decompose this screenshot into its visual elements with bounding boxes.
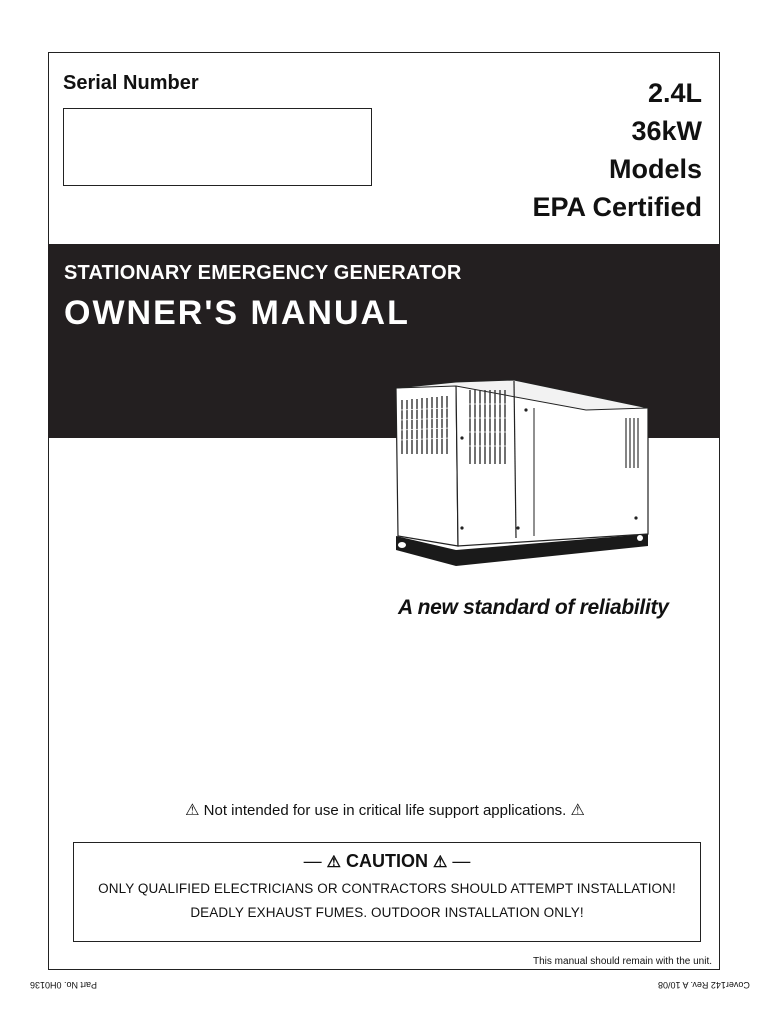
generator-illustration [386, 378, 654, 574]
caution-title: CAUTION [346, 851, 428, 871]
spec-displacement: 2.4L [647, 78, 702, 108]
caution-heading [74, 851, 700, 872]
caution-exhaust-text: DEADLY EXHAUST FUMES. OUTDOOR INSTALLATION ONLY! [190, 905, 584, 920]
warning-triangle-icon: ⚠ [185, 802, 200, 819]
spec-models: Models [608, 154, 702, 184]
document-title: OWNER'S MANUAL [64, 294, 410, 332]
part-number: Part No. 0H0136 [30, 980, 98, 990]
remain-with-unit-note: This manual should remain with the unit. [533, 956, 712, 967]
cover-revision-code: Cover142 Rev. A 10/08 [658, 980, 750, 990]
warning-triangle-icon: ⚠ [433, 854, 448, 871]
warning-triangle-icon: ⚠ [570, 802, 585, 819]
caution-box [73, 842, 701, 942]
caution-installation-text: ONLY QUALIFIED ELECTRICIANS OR CONTRACTORS SHOULD ATTEMPT INSTALLATION! [98, 881, 676, 896]
spec-power: 36kW [631, 116, 702, 146]
tagline: A new standard of reliability [398, 596, 669, 619]
caution-dash-right: — [452, 851, 471, 871]
spec-epa: EPA Certified [532, 192, 702, 222]
life-support-warning-text: Not intended for use in critical life support applications. [203, 802, 567, 819]
life-support-warning [0, 800, 770, 820]
warning-triangle-icon: ⚠ [326, 854, 341, 871]
serial-number-box [63, 108, 372, 186]
document-subtitle: STATIONARY EMERGENCY GENERATOR [64, 262, 462, 284]
serial-number-label: Serial Number [63, 72, 199, 94]
caution-dash-left: — [303, 851, 322, 871]
model-specs [532, 74, 702, 226]
